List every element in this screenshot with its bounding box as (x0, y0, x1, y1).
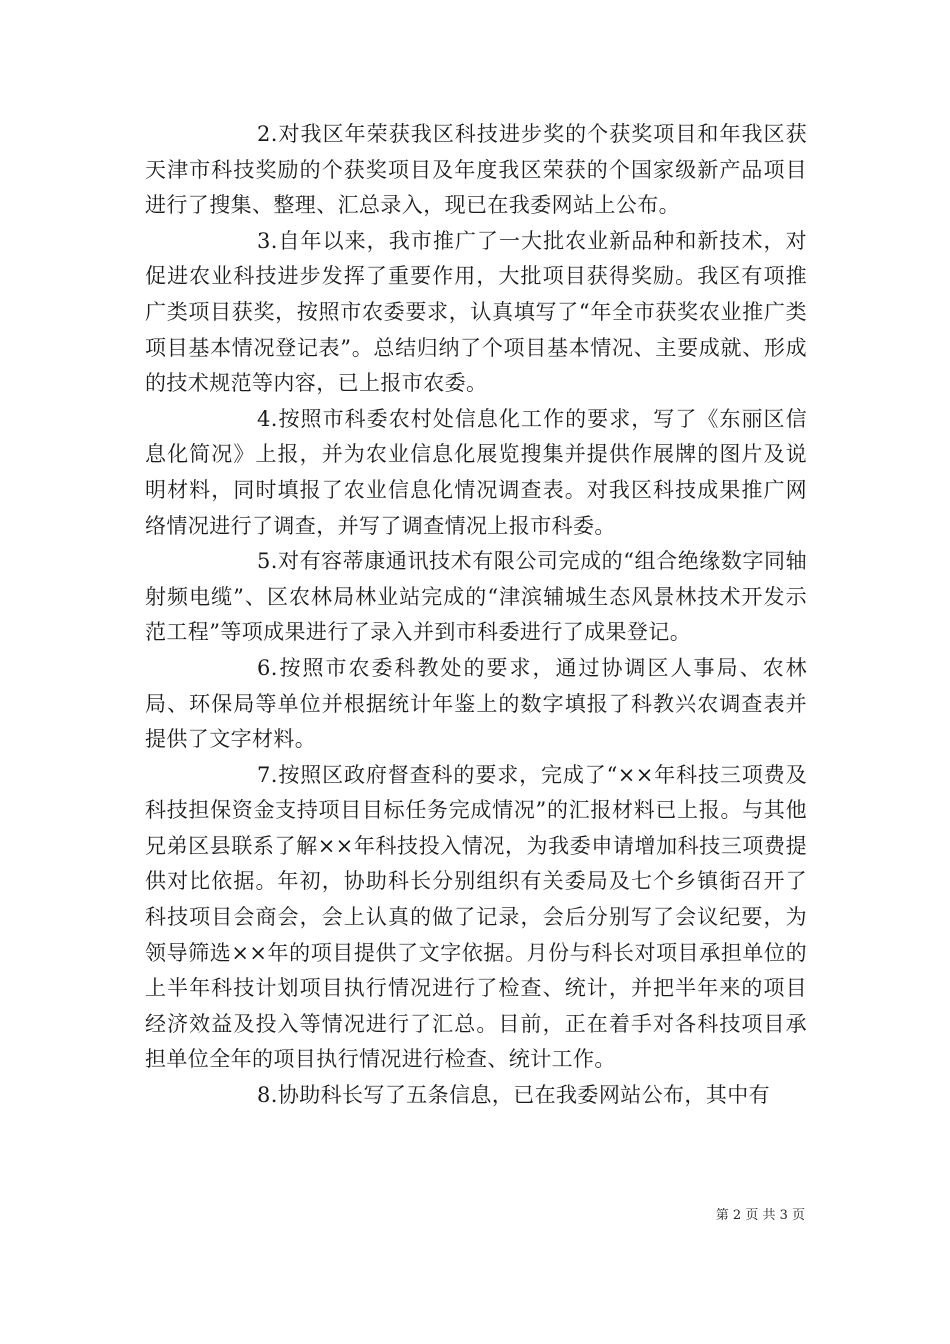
paragraph-5: 5.对有容蒂康通讯技术有限公司完成的“组合绝缘数字同轴射频电缆”、区农林局林业站完成的“津滨辅城生态风景林技术开发示范工程”等项成果进行了录入并到市科委进行了成果登记。 (145, 549, 807, 645)
paragraph-2: 2.对我区年荣获我区科技进步奖的个获奖项目和年我区获天津市科技奖励的个获奖项目及年度我区荣获的个国家级新产品项目进行了搜集、整理、汇总录入，现已在我委网站上公布。 (145, 122, 807, 218)
paragraph-8: 8.协助科长写了五条信息，已在我委网站公布，其中有 (257, 1083, 771, 1108)
paragraph-4: 4.按照市科委农村处信息化工作的要求，写了《东丽区信息化简况》上报，并为农业信息化展览搜集并提供作展牌的图片及说明材料，同时填报了农业信息化情况调查表。对我区科技成果推广网络情况进行了调查，并写了调查情况上报市科委。 (145, 406, 807, 538)
paragraph-6: 6.按照市农委科教处的要求，通过协调区人事局、农林局、环保局等单位并根据统计年鉴上的数字填报了科教兴农调查表并提供了文字材料。 (145, 655, 807, 752)
page-number-footer: 第 2 页 共 3 页 (715, 1208, 805, 1223)
paragraph-7: 7.按照区政府督查科的要求，完成了“××年科技三项费及科技担保资金支持项目目标任务完成情况”的汇报材料已上报。与其他兄弟区县联系了解××年科技投入情况，为我委申请增加科技三项费提供对比依据。年初，协助科长分别组织有关委局及七个乡镇街召开了科技项目会商会，会上认真的做了记录，会后分别写了会议纪要，为领导筛选××年的项目提供了文字依据。月份与科长对项目承担单位的上半年科技计划项目执行情况进行了检查、统计，并把半年来的项目经济效益及投入等情况进行了汇总。目前，正在着手对各科技项目承担单位全年的项目执行情况进行检查、统计工作。 (145, 762, 807, 1072)
document-body (145, 117, 807, 1114)
paragraph-3: 3.自年以来，我市推广了一大批农业新品种和新技术，对促进农业科技进步发挥了重要作用，大批项目获得奖励。我区有项推广类项目获奖，按照市农委要求，认真填写了“年全市获奖农业推广类项目基本情况登记表”。总结归纳了个项目基本情况、主要成就、形成的技术规范等内容，已上报市农委。 (145, 228, 807, 396)
